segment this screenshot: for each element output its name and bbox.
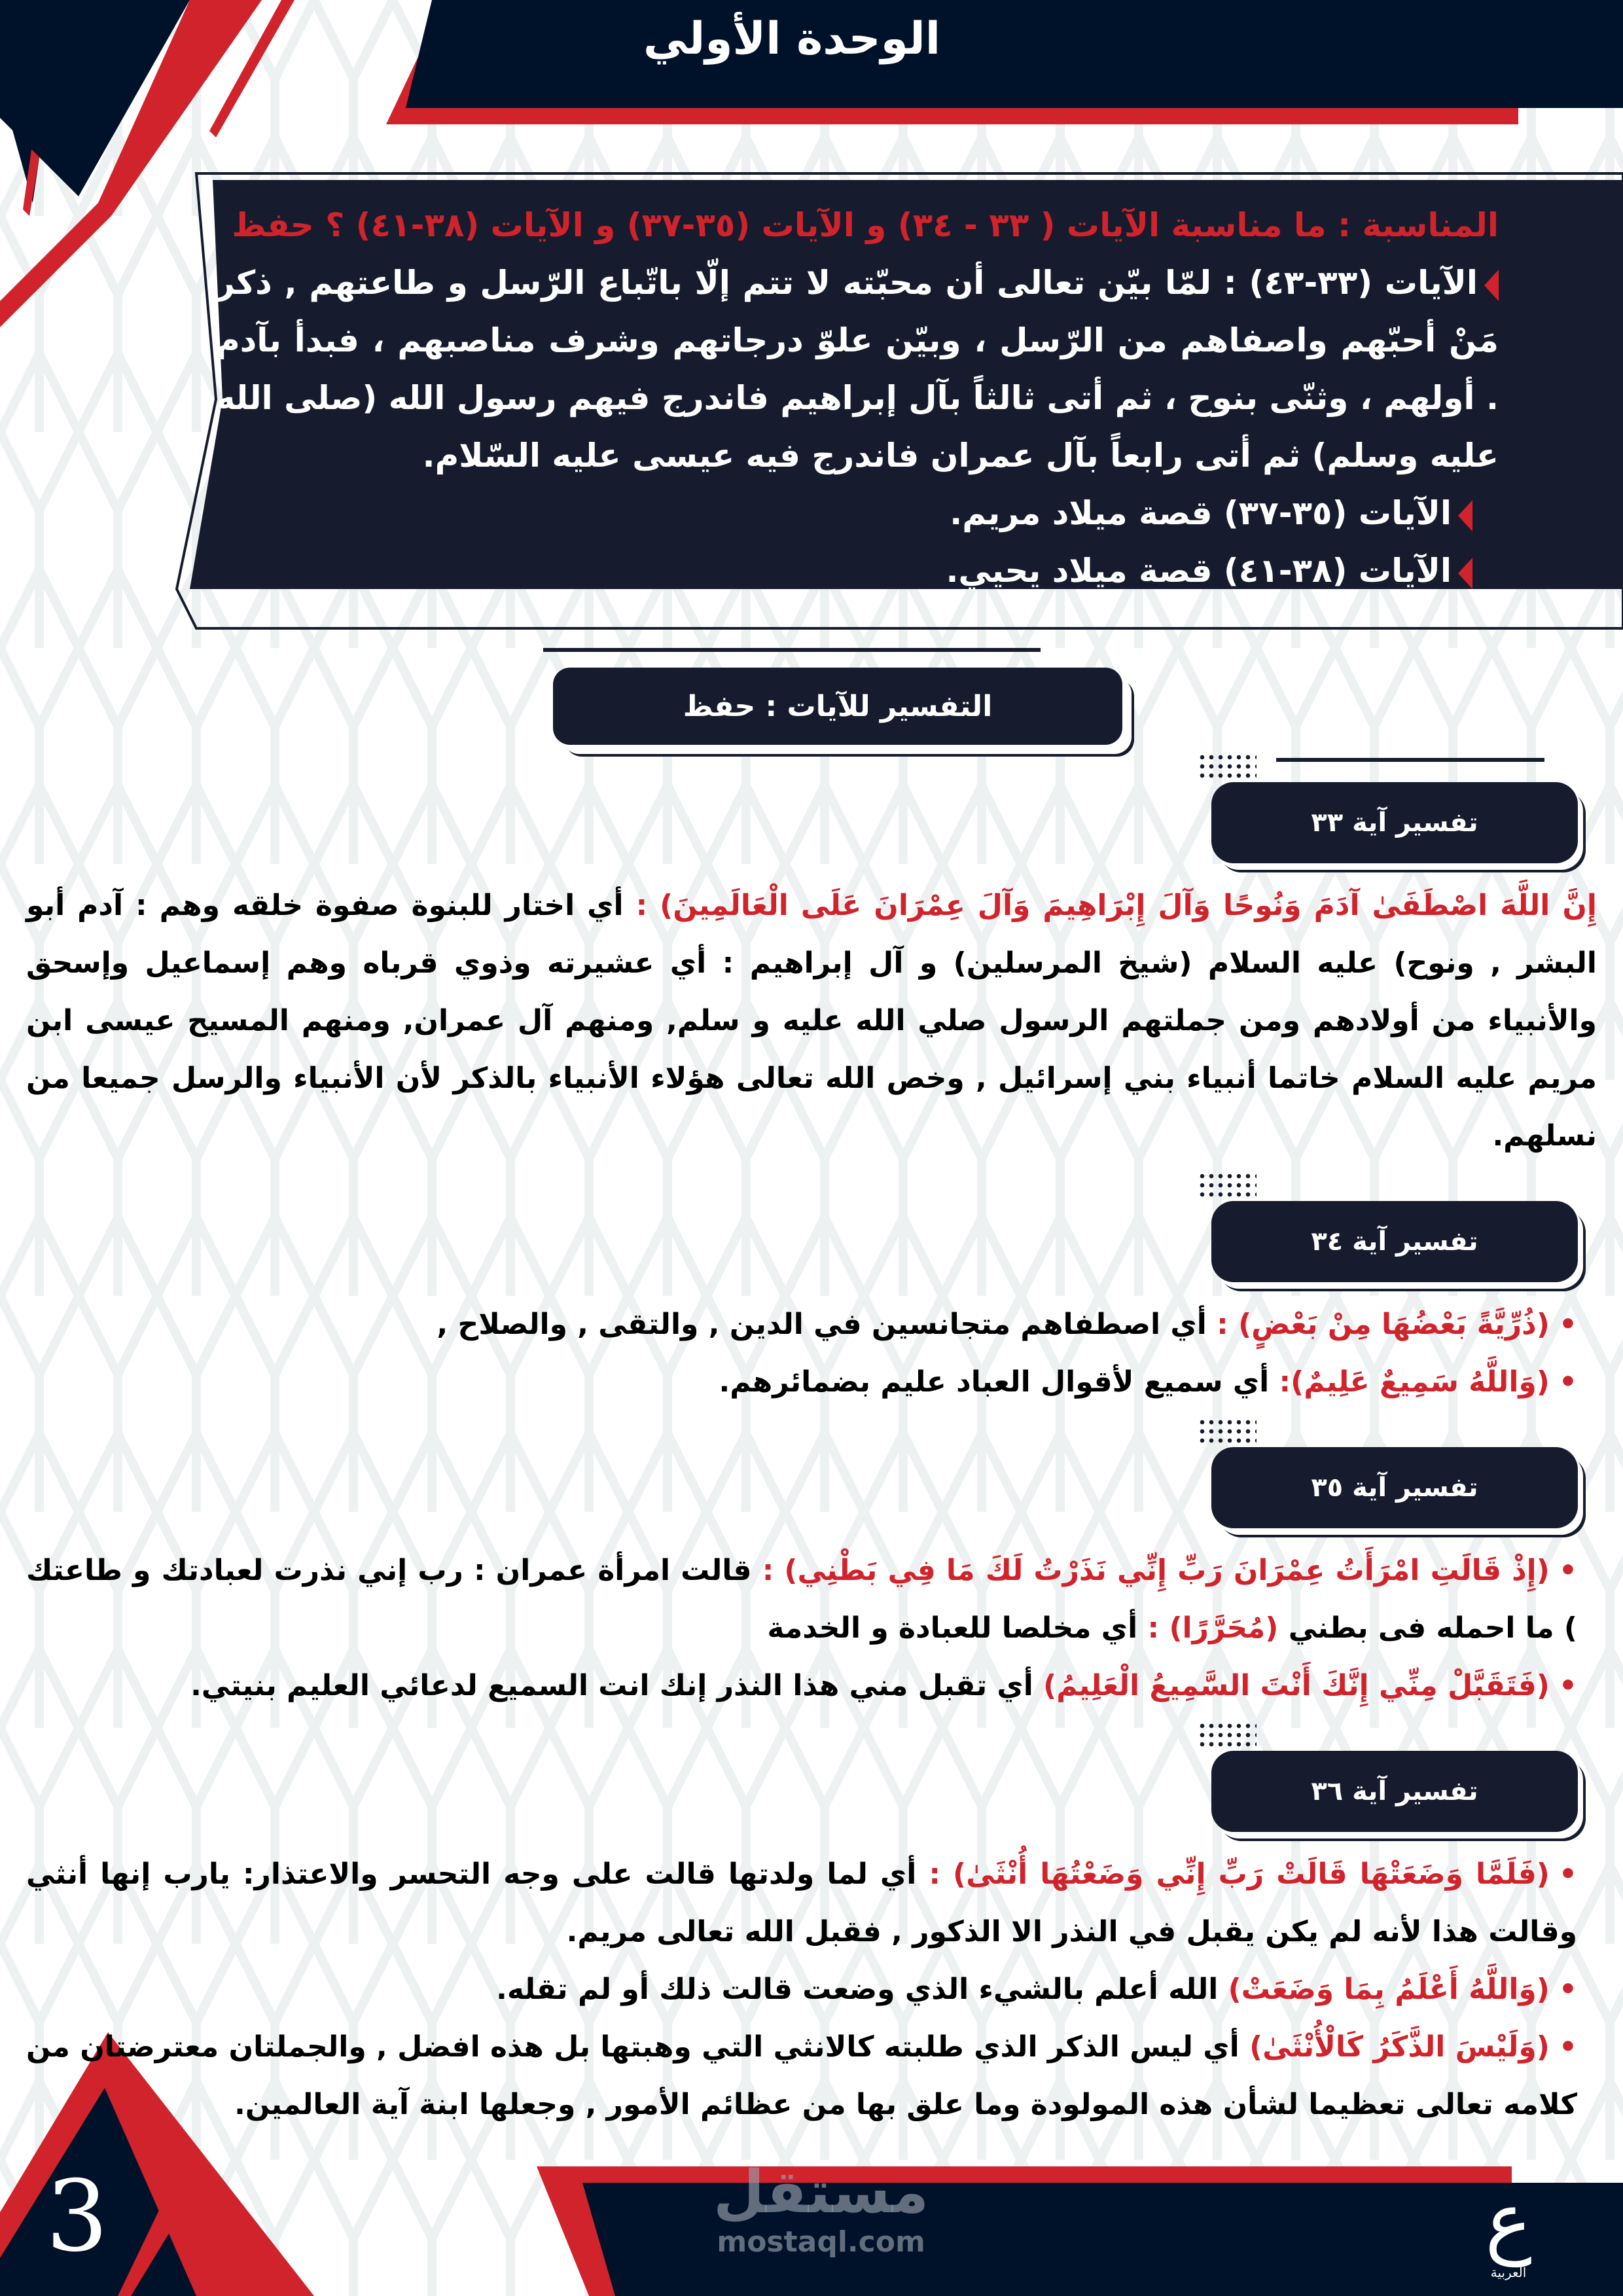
triangle-bullet-icon	[1458, 500, 1472, 531]
section-header	[26, 1721, 1597, 1846]
bullet-item: •(ذُرِّيَّةً بَعْضُهَا مِنْ بَعْضٍ) : أي اصطفاهم متجانسين في الدين , والتقى , والصلاح ,	[437, 1308, 1577, 1341]
page-number: 3	[46, 2160, 109, 2274]
section-header	[26, 1418, 1597, 1542]
intro-box	[216, 196, 1499, 600]
section-header	[26, 753, 1597, 877]
dots-decoration	[1198, 1721, 1257, 1748]
intro-heading: المناسبة : ما مناسبة الآيات ( ٣٣ - ٣٤) و الآيات (٣٥-٣٧) و الآيات (٣٨-٤١) ؟ حفظ	[232, 206, 1499, 244]
tafsir-content	[26, 753, 1597, 2140]
divider	[1276, 758, 1544, 762]
watermark: مستقل mostaql.com	[713, 2158, 929, 2259]
section-heading-33: تفسير آية ٣٣	[1211, 782, 1578, 863]
section-36-body	[26, 1846, 1577, 2134]
section-34-body	[26, 1296, 1577, 1411]
intro-bullet: الآيات (٣٣-٤٣) : لمّا بيّن تعالى أن محبّته لا تتم إلّا باتّباع الرّسل و طاعتهم , ذكر مَنْ أحبّهم واصفاهم من الرّسل ، وبيّن علوّ درجاتهم وشرف مناصبهم ، فبدأ بآدم . أولهم ، وثنّى بنوح ، ثم أتى ثالثاً بآل إبراهيم فاندرج فيهم رسول الله (صلى الله عليه وسلم) ثم أتى رابعاً بآل عمران فاندرج فيه عيسى عليه السّلام.	[216, 264, 1499, 475]
section-33-body	[26, 877, 1597, 1165]
section-heading-35: تفسير آية ٣٥	[1211, 1447, 1578, 1528]
section-heading-36: تفسير آية ٣٦	[1211, 1751, 1578, 1832]
page-title: الوحدة الأولي	[643, 13, 941, 65]
logo: ع العربية	[1485, 2176, 1532, 2280]
section-header	[26, 1172, 1597, 1296]
intro-bullet: الآيات (٣٥-٣٧) قصة ميلاد مريم.	[216, 484, 1499, 542]
bullet-item: •(وَاللَّهُ أَعْلَمُ بِمَا وَضَعَتْ) الله أعلم بالشيء الذي وضعت قالت ذلك أو لم تقله.	[496, 1973, 1577, 2006]
explanation: إِنَّ اللَّهَ اصْطَفَىٰ آدَمَ وَنُوحًا وَآلَ إِبْرَاهِيمَ وَآلَ عِمْرَانَ عَلَى الْعَالَمِينَ) : أي اختار للبنوة صفوة خلقه وهم : آدم أبو البشر , ونوح) عليه السلام (شيخ المرسلين) و آل إبراهيم : أي عشيرته وذوي قرباه وهم إسماعيل وإسحق والأنبياء من أولادهم ومن جملتهم الرسول صلي الله عليه و سلم, ومنهم آل عمران, ومنهم المسيح عيسى ابن مريم عليه السلام خاتما أنبياء بني إسرائيل , وخص الله تعالى هؤلاء الأنبياء بالذكر لأن الأنبياء والرسل جميعا من نسلهم.	[26, 889, 1597, 1153]
dots-decoration	[1198, 1172, 1257, 1198]
bullet-item: •(وَاللَّهُ سَمِيعٌ عَلِيمٌ): أي سميع لأقوال العباد عليم بضمائرهم.	[719, 1365, 1577, 1399]
section-heading-34: تفسير آية ٣٤	[1211, 1201, 1578, 1282]
bullet-item: •(فَلَمَّا وَضَعَتْهَا قَالَتْ رَبِّ إِنِّي وَضَعْتُهَا أُنْثَىٰ) : أي لما ولدتها قالت على وجه التحسر والاعتذار: يارب إنها أنثي وقالت هذا لأنه لم يكن يقبل في النذر الا الذكور , فقبل الله تعالى مريم.	[26, 1857, 1577, 1948]
dots-decoration	[1198, 753, 1257, 779]
triangle-bullet-icon	[1458, 558, 1472, 589]
bullet-item: •(فَتَقَبَّلْ مِنِّي إِنَّكَ أَنْتَ السَّمِيعُ الْعَلِيمُ) أي تقبل مني هذا النذر إنك انت السميع لدعائي العليم بنيتي.	[190, 1669, 1577, 1702]
intro-bullet: الآيات (٣٨-٤١) قصة ميلاد يحيي.	[216, 542, 1499, 600]
triangle-bullet-icon	[1484, 270, 1499, 301]
section-35-body	[26, 1542, 1577, 1715]
dots-decoration	[1198, 1418, 1257, 1444]
bullet-item: •(إِذْ قَالَتِ امْرَأَتُ عِمْرَانَ رَبِّ إِنِّي نَذَرْتُ لَكَ مَا فِي بَطْنِي) : قالت امرأة عمران : رب إني نذرت لعبادتك و طاعتك ) ما احمله فى بطني (مُحَرَّرًا) : أي مخلصا للعبادة و الخدمة	[26, 1554, 1577, 1645]
bullet-item: •(وَلَيْسَ الذَّكَرُ كَالْأُنْثَىٰ) أي ليس الذكر الذي طلبته كالانثي التي وهبتها بل هذه افضل , والجملتان معترضتان من كلامه تعالى تعظيما لشأن هذه المولودة وما علق بها من عظائم الأمور , وجعلها ابنة آية العالمين.	[26, 2030, 1578, 2121]
main-title-pill: التفسير للآيات : حفظ	[553, 668, 1122, 745]
